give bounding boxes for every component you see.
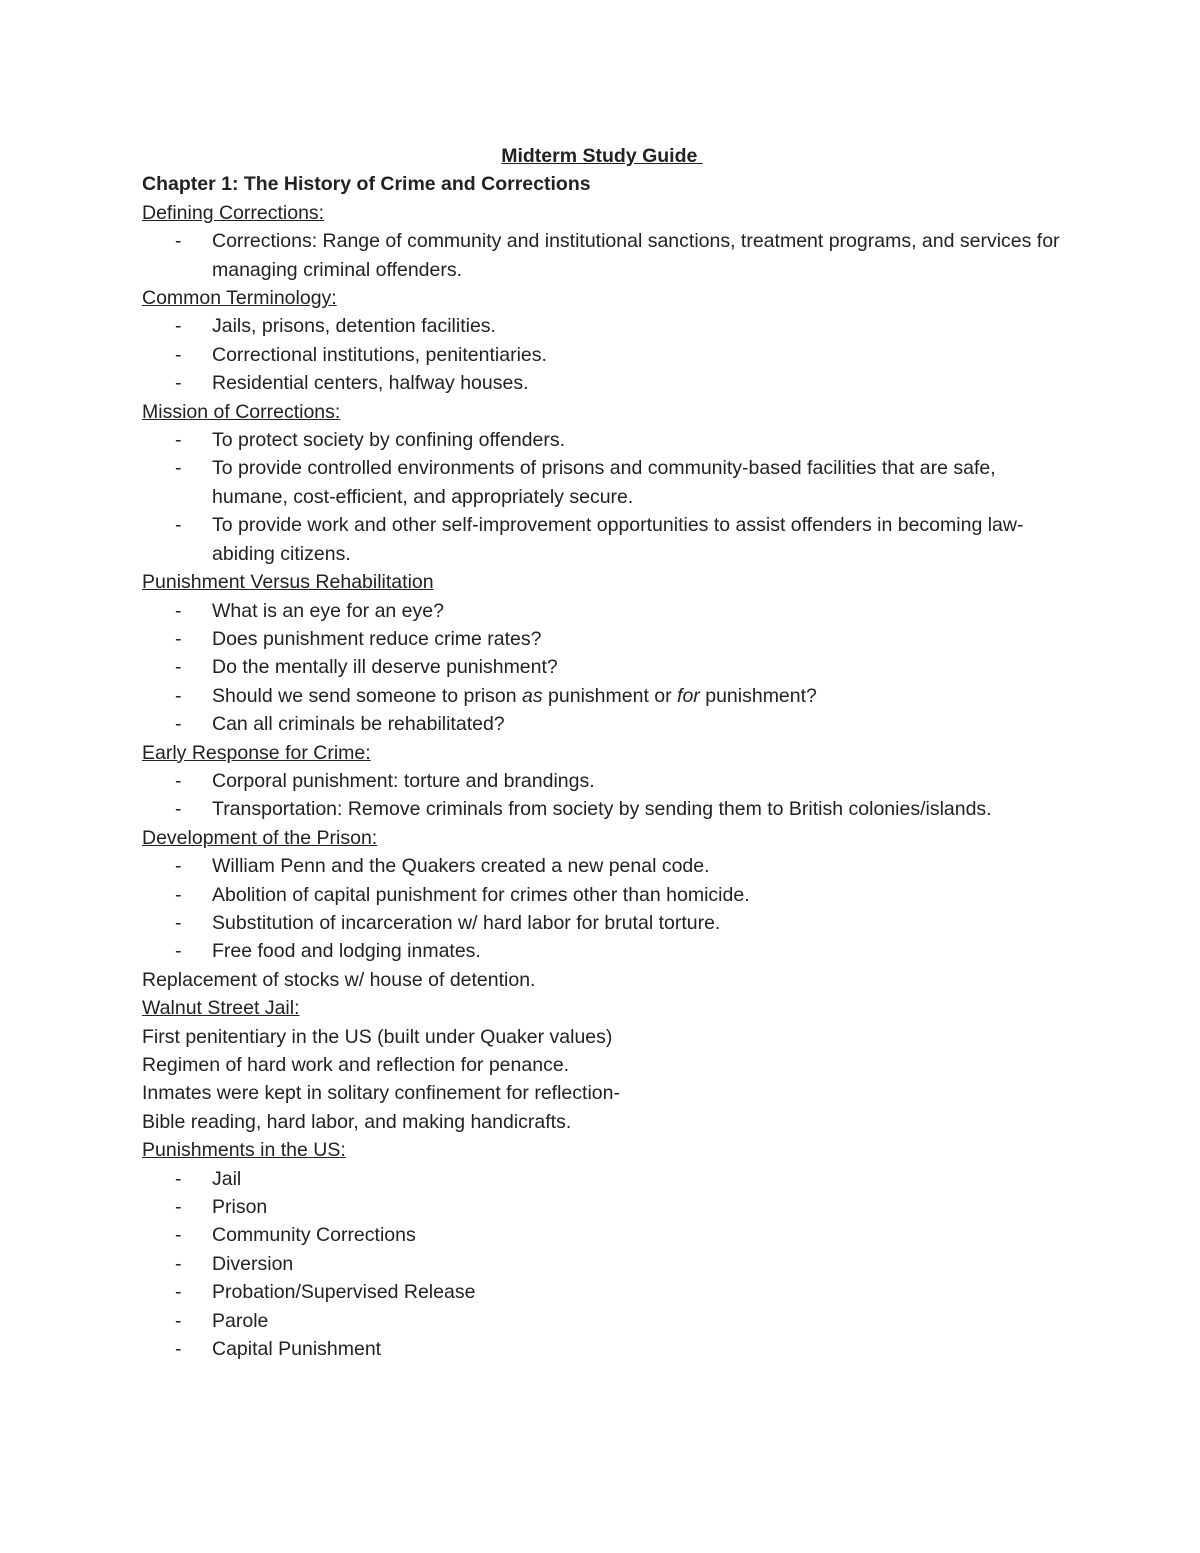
paragraph-line: Inmates were kept in solitary confinement for reflection- (142, 1082, 620, 1105)
list-item: - Transportation: Remove criminals from society by sending them to British colonies/islands. (142, 795, 1062, 823)
section-development-of-prison (142, 824, 1062, 994)
list-item: - Free food and lodging inmates. (142, 937, 1062, 965)
list-item: - Substitution of incarceration w/ hard labor for brutal torture. (142, 909, 1062, 937)
section-heading: Development of the Prison: (142, 826, 378, 849)
section-defining-corrections (142, 199, 1062, 284)
list-item: - Do the mentally ill deserve punishment? (142, 653, 1062, 681)
emphasis-for: for (677, 684, 700, 707)
section-walnut-street-jail (142, 994, 1062, 1136)
bullet-list (142, 227, 1062, 284)
document-page (142, 142, 1062, 1363)
document-title: Midterm Study Guide (501, 145, 703, 167)
bullet-list (142, 852, 1062, 966)
section-heading: Mission of Corrections: (142, 400, 341, 423)
paragraph-line: First penitentiary in the US (built under Quaker values) (142, 1025, 613, 1048)
list-item: - Does punishment reduce crime rates? (142, 625, 1062, 653)
list-item: - To provide work and other self-improvement opportunities to assist offenders in becoming law-abiding citizens. (142, 511, 1062, 568)
list-item: - Can all criminals be rehabilitated? (142, 710, 1062, 738)
list-item: - Abolition of capital punishment for crimes other than homicide. (142, 881, 1062, 909)
list-item: - Parole (142, 1307, 1062, 1335)
section-heading: Punishments in the US: (142, 1139, 346, 1162)
section-heading: Punishment Versus Rehabilitation (142, 571, 434, 594)
section-heading: Defining Corrections: (142, 201, 325, 224)
list-item: - To protect society by confining offenders. (142, 426, 1062, 454)
list-item: - Prison (142, 1193, 1062, 1221)
bullet-list (142, 767, 1062, 824)
emphasis-as: as (522, 684, 543, 707)
section-punishment-vs-rehabilitation (142, 568, 1062, 738)
bullet-list (142, 312, 1062, 397)
bullet-list (142, 597, 1062, 739)
bullet-list (142, 426, 1062, 568)
list-item: - What is an eye for an eye? (142, 597, 1062, 625)
list-item: - Corporal punishment: torture and brandings. (142, 767, 1062, 795)
list-item: - Correctional institutions, penitentiaries. (142, 341, 1062, 369)
section-heading: Walnut Street Jail: (142, 997, 300, 1020)
paragraph-line: Replacement of stocks w/ house of detention. (142, 968, 536, 991)
list-item: - Residential centers, halfway houses. (142, 369, 1062, 397)
list-item: - Jail (142, 1165, 1062, 1193)
list-item: - Corrections: Range of community and institutional sanctions, treatment programs, and services for managing criminal offenders. (142, 227, 1062, 284)
bullet-list (142, 1165, 1062, 1364)
list-item: - William Penn and the Quakers created a new penal code. (142, 852, 1062, 880)
paragraph-line: Regimen of hard work and reflection for penance. (142, 1054, 570, 1076)
list-item: - Jails, prisons, detention facilities. (142, 312, 1062, 340)
list-item: - Probation/Supervised Release (142, 1278, 1062, 1306)
section-early-response (142, 739, 1062, 824)
list-item (142, 682, 1062, 710)
section-punishments-in-us (142, 1136, 1062, 1363)
section-common-terminology (142, 284, 1062, 398)
question-text: punishment or (542, 684, 678, 707)
chapter-heading: Chapter 1: The History of Crime and Corrections (142, 173, 591, 196)
list-item: - Diversion (142, 1250, 1062, 1278)
section-heading: Common Terminology: (142, 287, 337, 310)
paragraph-line: Bible reading, hard labor, and making handicrafts. (142, 1110, 572, 1133)
list-item: - Community Corrections (142, 1221, 1062, 1249)
section-mission (142, 398, 1062, 568)
list-item: - To provide controlled environments of prisons and community-based facilities that are safe, humane, cost-efficient, and appropriately secure. (142, 454, 1062, 511)
question-text: Should we send someone to prison (212, 684, 523, 707)
list-item: - Capital Punishment (142, 1335, 1062, 1363)
question-text: punishment? (699, 684, 817, 707)
section-heading: Early Response for Crime: (142, 741, 371, 764)
